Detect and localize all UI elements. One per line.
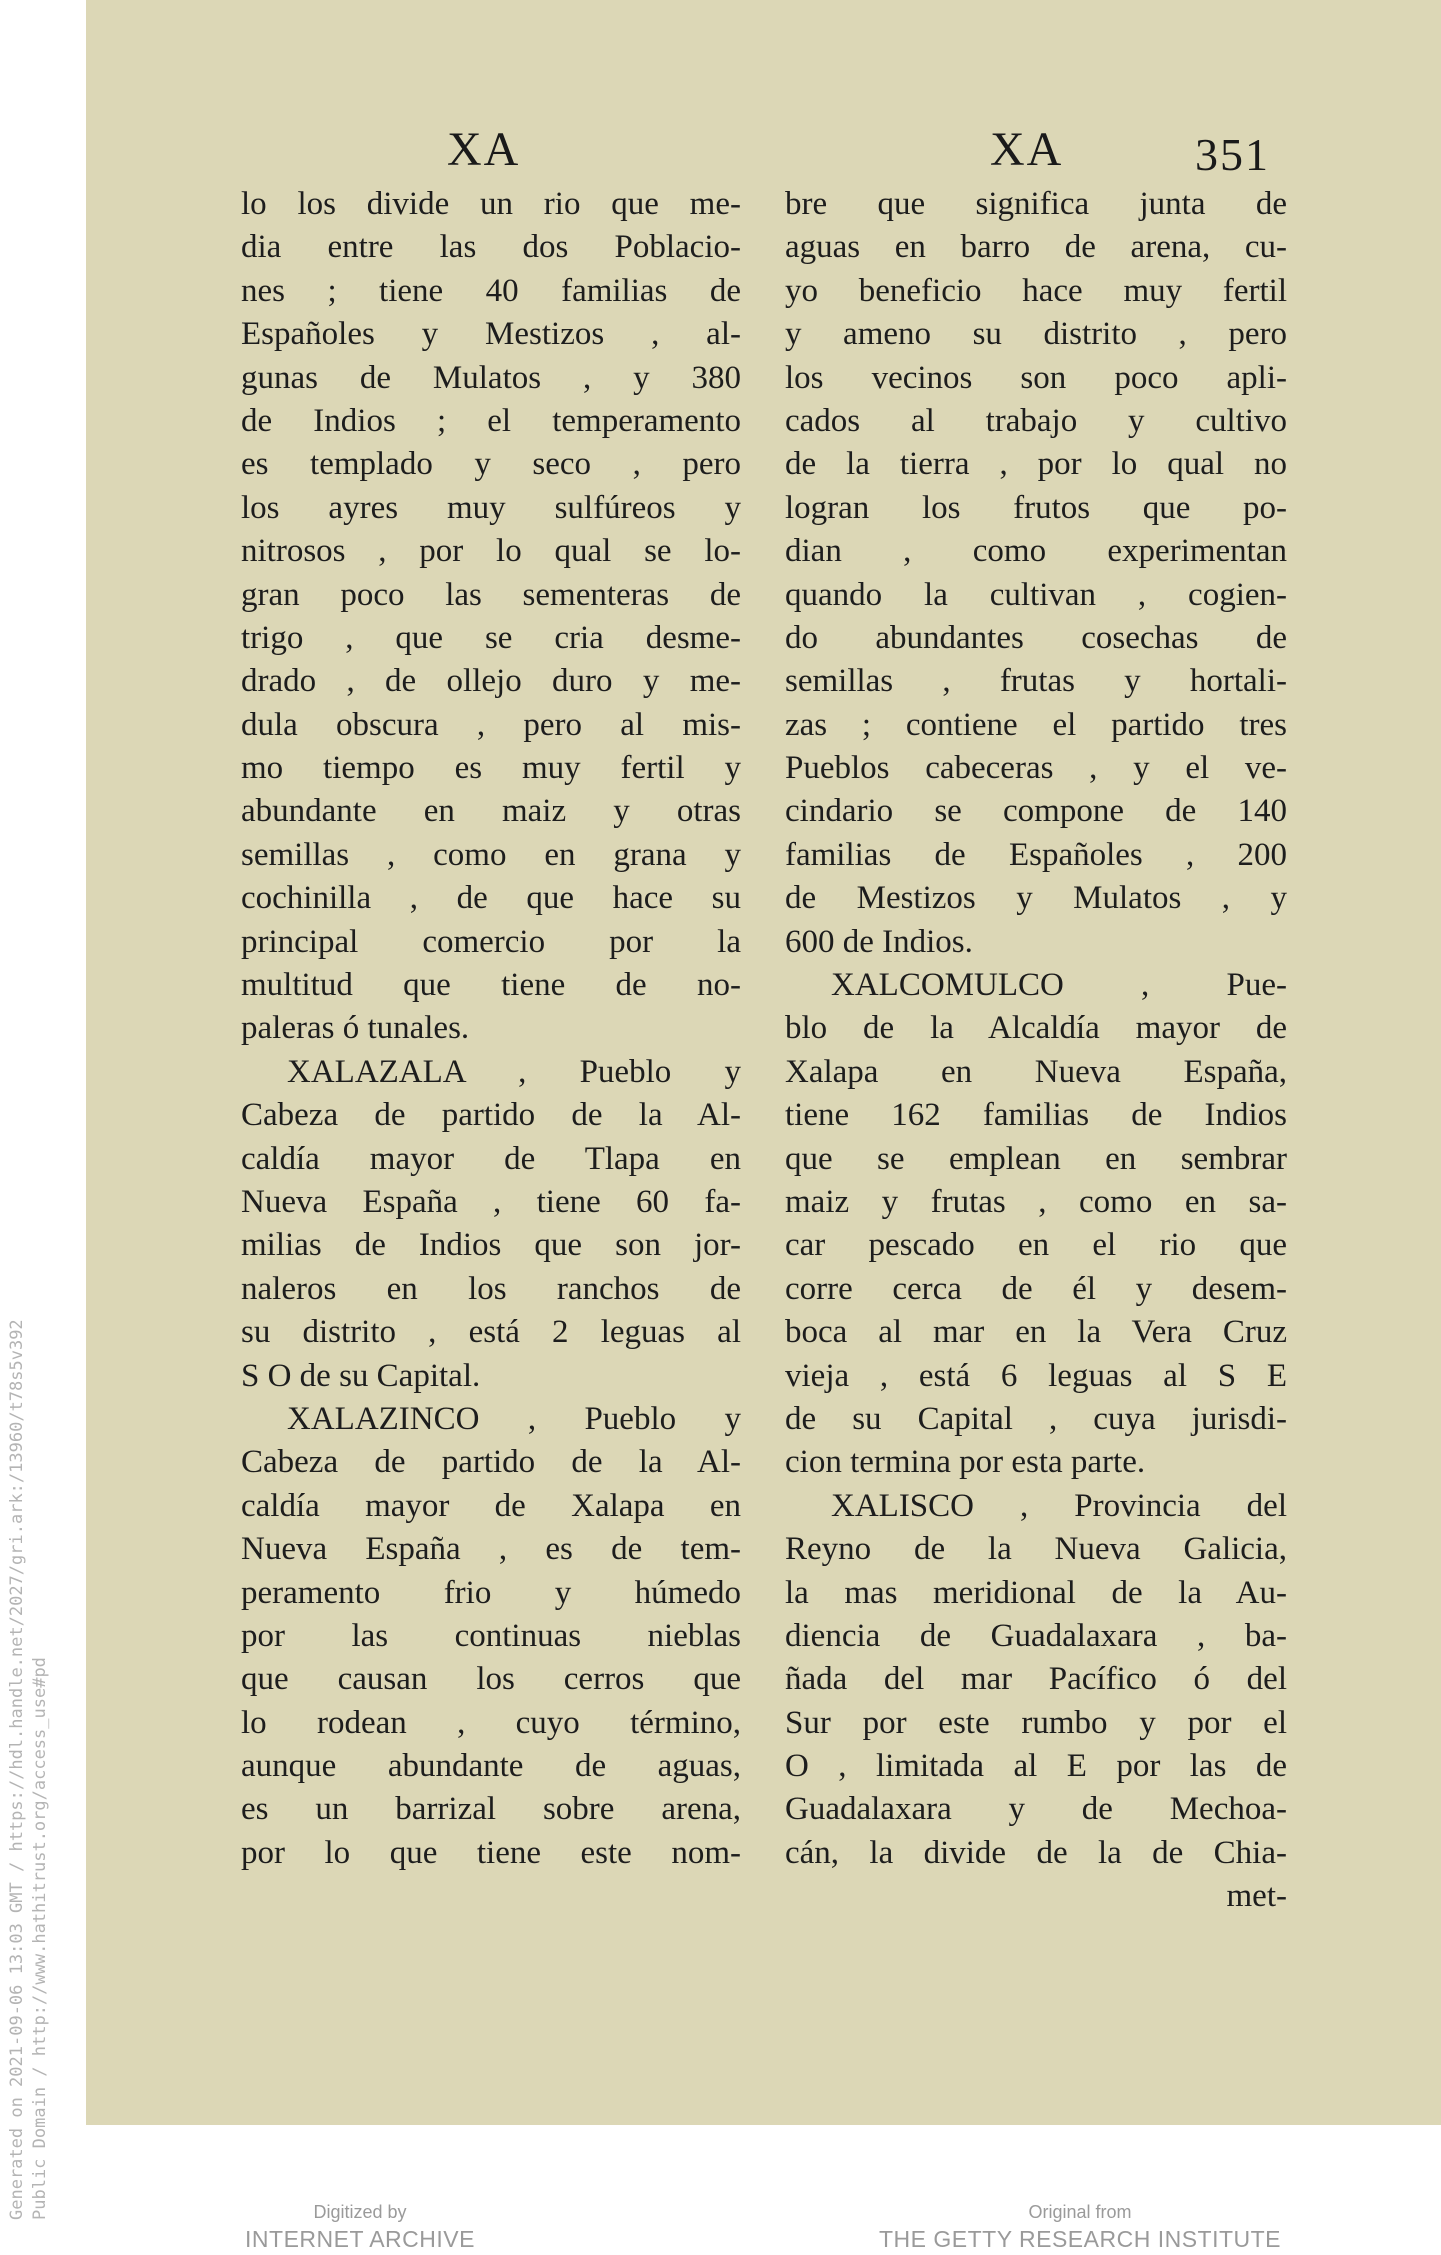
text-line: gran poco las sementeras de <box>241 576 741 613</box>
text-line: de Indios ; el temperamento <box>241 402 741 439</box>
text-line: yo beneficio hace muy fertil <box>785 272 1287 309</box>
text-line: cán, la divide de la de Chia- <box>785 1834 1287 1871</box>
text-line: lo rodean , cuyo término, <box>241 1704 741 1741</box>
text-line: blo de la Alcaldía mayor de <box>785 1010 1287 1047</box>
text-line: cochinilla , de que hace su <box>241 880 741 917</box>
right-text-column <box>785 183 1287 1919</box>
right-running-head: XA <box>990 123 1064 176</box>
text-line: vieja , está 6 leguas al S E <box>785 1357 1287 1394</box>
text-line: cindario se compone de 140 <box>785 793 1287 830</box>
text-line: Reyno de la Nueva Galicia, <box>785 1531 1287 1568</box>
text-line: corre cerca de él y desem- <box>785 1270 1287 1307</box>
text-line: es templado y seco , pero <box>241 446 741 483</box>
text-line: su distrito , está 2 leguas al <box>241 1314 741 1351</box>
text-line: aunque abundante de aguas, <box>241 1748 741 1785</box>
text-line: naleros en los ranchos de <box>241 1270 741 1307</box>
text-line: Sur por este rumbo y por el <box>785 1704 1287 1741</box>
text-line: es un barrizal sobre arena, <box>241 1791 741 1828</box>
text-line: dian , como experimentan <box>785 533 1287 570</box>
text-line: caldía mayor de Xalapa en <box>241 1487 741 1524</box>
digitized-by-credit <box>230 2200 490 2254</box>
text-line: mo tiempo es muy fertil y <box>241 750 741 787</box>
text-line: maiz y frutas , como en sa- <box>785 1183 1287 1220</box>
text-line: familias de Españoles , 200 <box>785 836 1287 873</box>
text-line: Nueva España , tiene 60 fa- <box>241 1183 741 1220</box>
text-line: dula obscura , pero al mis- <box>241 706 741 743</box>
text-line: principal comercio por la <box>241 923 741 960</box>
original-from-label: Original from <box>1028 2202 1132 2222</box>
text-line: de su Capital , cuya jurisdi- <box>785 1400 1287 1437</box>
text-line: la mas meridional de la Au- <box>785 1574 1287 1611</box>
text-line: de Mestizos y Mulatos , y <box>785 880 1287 917</box>
text-line: cados al trabajo y cultivo <box>785 402 1287 439</box>
text-line: semillas , como en grana y <box>241 836 741 873</box>
text-line: abundante en maiz y otras <box>241 793 741 830</box>
left-text-column <box>241 183 741 1875</box>
text-line: Españoles y Mestizos , al- <box>241 316 741 353</box>
page-number: 351 <box>1195 129 1270 180</box>
text-line: de la tierra , por lo qual no <box>785 446 1287 483</box>
text-line: trigo , que se cria desme- <box>241 619 741 656</box>
text-line: aguas en barro de arena, cu- <box>785 229 1287 266</box>
text-line: los ayres muy sulfúreos y <box>241 489 741 526</box>
text-line: Xalapa en Nueva España, <box>785 1053 1287 1090</box>
text-line: multitud que tiene de no- <box>241 967 741 1004</box>
text-line: caldía mayor de Tlapa en <box>241 1140 741 1177</box>
text-line: y ameno su distrito , pero <box>785 316 1287 353</box>
text-line: drado , de ollejo duro y me- <box>241 663 741 700</box>
text-line: S O de su Capital. <box>241 1357 481 1394</box>
text-line: met- <box>1226 1878 1287 1915</box>
original-from-credit <box>860 2200 1300 2254</box>
text-line: cion termina por esta parte. <box>785 1444 1146 1481</box>
text-line: diencia de Guadalaxara , ba- <box>785 1617 1287 1654</box>
text-line: Nueva España , es de tem- <box>241 1531 741 1568</box>
text-line: que causan los cerros que <box>241 1661 741 1698</box>
internet-archive-label: INTERNET ARCHIVE <box>245 2226 475 2252</box>
digitized-by-label: Digitized by <box>313 2202 407 2222</box>
text-line: nitrosos , por lo qual se lo- <box>241 533 741 570</box>
text-line: zas ; contiene el partido tres <box>785 706 1287 743</box>
text-line: O , limitada al E por las de <box>785 1748 1287 1785</box>
left-running-head: XA <box>447 123 521 176</box>
text-line: semillas , frutas y hortali- <box>785 663 1287 700</box>
text-line: do abundantes cosechas de <box>785 619 1287 656</box>
text-line: los vecinos son poco apli- <box>785 359 1287 396</box>
text-line: lo los divide un rio que me- <box>241 186 741 222</box>
text-line: bre que significa junta de <box>785 186 1287 222</box>
text-line: boca al mar en la Vera Cruz <box>785 1314 1287 1351</box>
text-line: que se emplean en sembrar <box>785 1140 1287 1177</box>
text-line: Guadalaxara y de Mechoa- <box>785 1791 1287 1828</box>
text-line: XALISCO , Provincia del <box>831 1487 1287 1524</box>
text-line: XALCOMULCO , Pue- <box>831 967 1287 1004</box>
text-line: Cabeza de partido de la Al- <box>241 1444 741 1481</box>
text-line: tiene 162 familias de Indios <box>785 1097 1287 1134</box>
generation-watermark <box>6 1319 52 2220</box>
text-line: ñada del mar Pacífico ó del <box>785 1661 1287 1698</box>
watermark-line-2: Public Domain / http://www.hathitrust.org/access_use#pd <box>30 1657 50 2220</box>
text-line: nes ; tiene 40 familias de <box>241 272 741 309</box>
text-line: Pueblos cabeceras , y el ve- <box>785 750 1287 787</box>
text-line: car pescado en el rio que <box>785 1227 1287 1264</box>
text-line: quando la cultivan , cogien- <box>785 576 1287 613</box>
text-line: peramento frio y húmedo <box>241 1574 741 1611</box>
text-line: milias de Indios que son jor- <box>241 1227 741 1264</box>
text-line: dia entre las dos Poblacio- <box>241 229 741 266</box>
text-line: por las continuas nieblas <box>241 1617 741 1654</box>
text-line: Cabeza de partido de la Al- <box>241 1097 741 1134</box>
getty-institute-label: THE GETTY RESEARCH INSTITUTE <box>878 2226 1282 2252</box>
text-line: logran los frutos que po- <box>785 489 1287 526</box>
text-line: XALAZALA , Pueblo y <box>287 1053 741 1090</box>
watermark-line-1: Generated on 2021-09-06 13:03 GMT / https://hdl.handle.net/2027/gri.ark:/13960/t78s5v392 <box>7 1319 27 2220</box>
text-line: gunas de Mulatos , y 380 <box>241 359 741 396</box>
text-line: paleras ó tunales. <box>241 1010 470 1047</box>
text-line: XALAZINCO , Pueblo y <box>287 1400 741 1437</box>
text-line: 600 de Indios. <box>785 923 973 960</box>
text-line: por lo que tiene este nom- <box>241 1834 741 1871</box>
